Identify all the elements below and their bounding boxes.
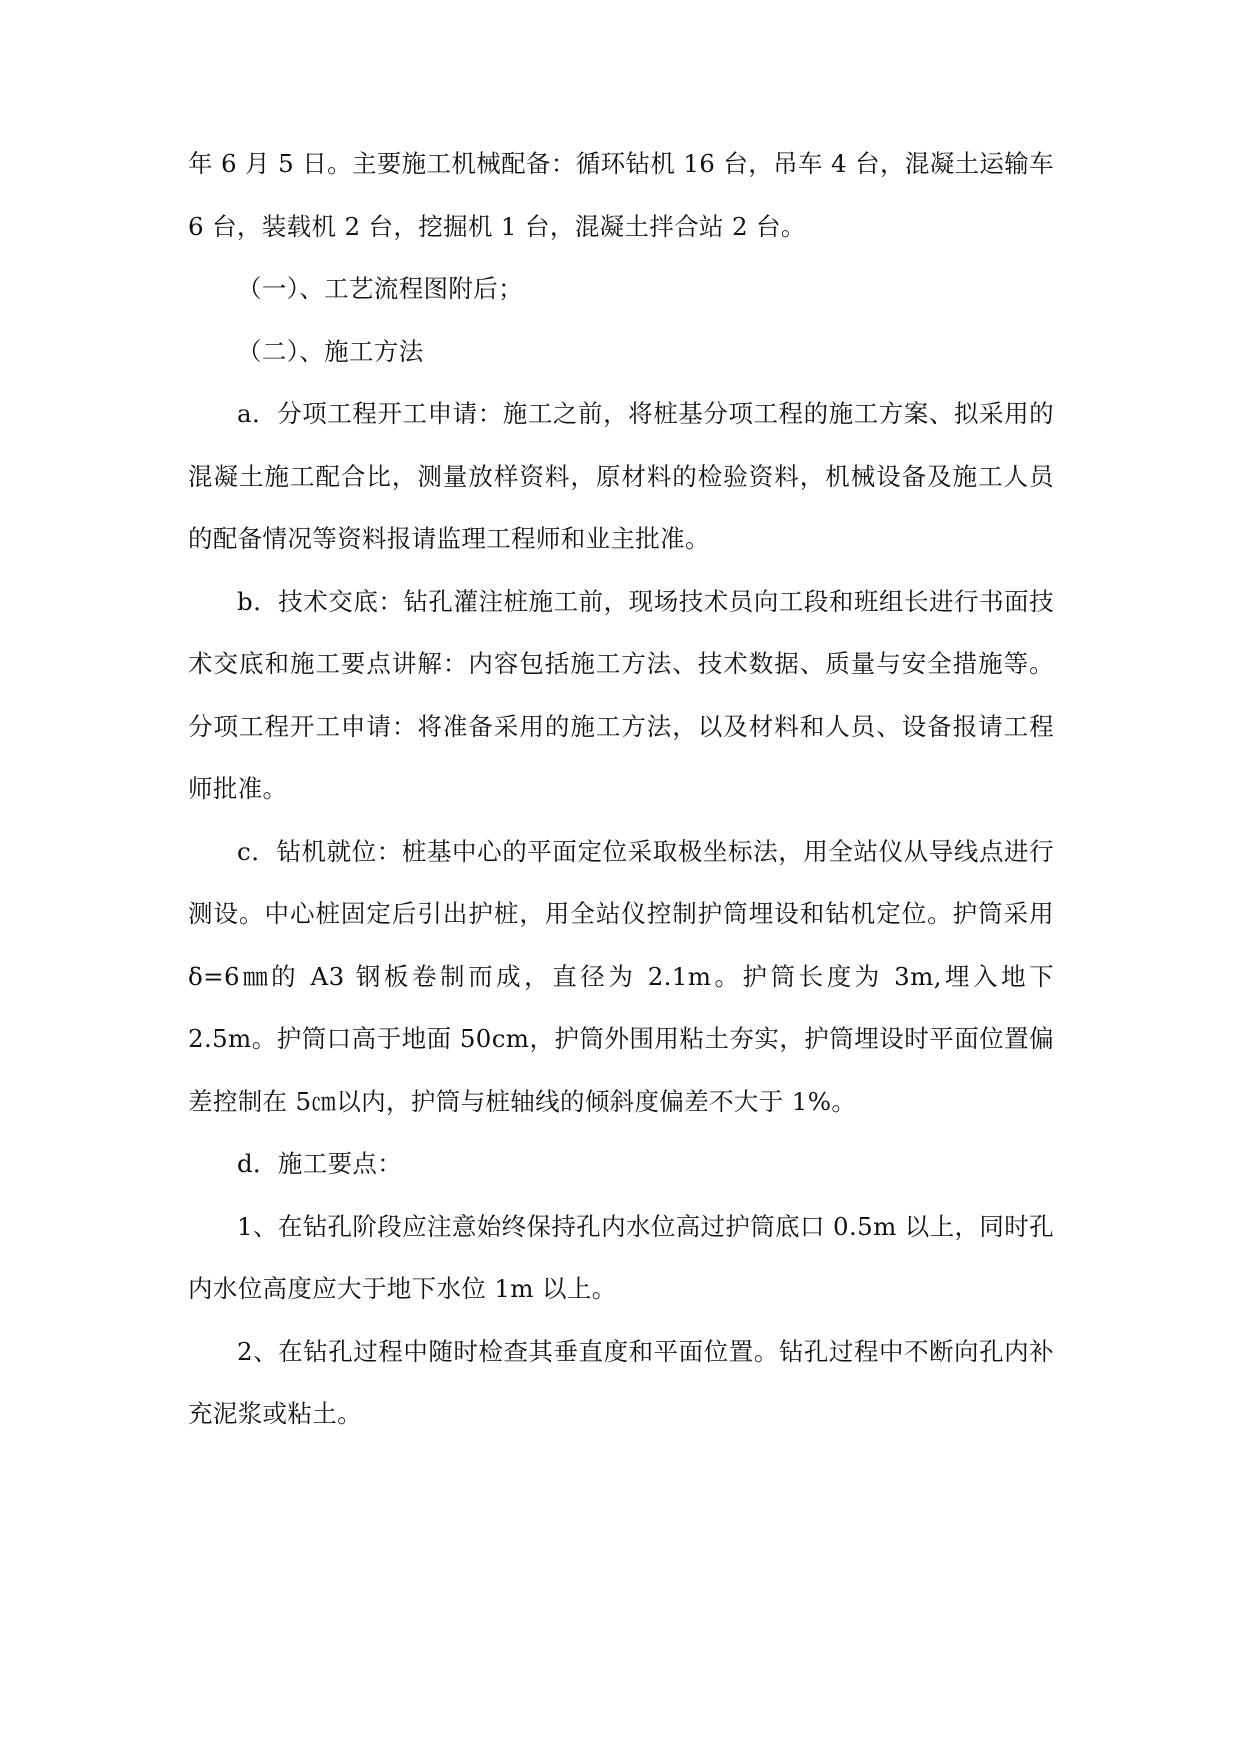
- paragraph-process-flow: （一）、工艺流程图附后；: [237, 274, 523, 303]
- paragraph-point-2: 2、在钻孔过程中随时检查其垂直度和平面位置。钻孔过程中不断向孔内补充泥浆或粘土。: [188, 1336, 1054, 1428]
- paragraph-item-c: c．钻机就位：桩基中心的平面定位采取极坐标法，用全站仪从导线点进行测设。中心桩固定后引出护桩，用全站仪控制护筒埋设和钻机定位。护筒采用δ=6㎜的 A3 钢板卷制而成，直径为 2.1m。护筒长度为 3m,埋入地下 2.5m。护筒口高于地面 50cm，护筒外围用粘土夯实，护筒埋设时平面位置偏差控制在 5㎝以内，护筒与桩轴线的倾斜度偏差不大于 1%。: [188, 836, 1054, 1116]
- paragraph-construction-method-heading: （二）、施工方法: [237, 336, 424, 366]
- paragraph-point-1: 1、在钻孔阶段应注意始终保持孔内水位高过护筒底口 0.5m 以上，同时孔内水位高度应大于地下水位 1m 以上。: [188, 1211, 1054, 1303]
- paragraph-equipment: 年 6 月 5 日。主要施工机械配备：循环钻机 16 台，吊车 4 台，混凝土运输车 6 台，装载机 2 台，挖掘机 1 台，混凝土拌合站 2 台。: [188, 149, 1054, 241]
- document-body: [188, 133, 1054, 1446]
- paragraph-item-d-heading: d．施工要点：: [237, 1149, 403, 1178]
- paragraph-item-b: b．技术交底：钻孔灌注桩施工前，现场技术员向工段和班组长进行书面技术交底和施工要点讲解：内容包括施工方法、技术数据、质量与安全措施等。分项工程开工申请：将准备采用的施工方法，以及材料和人员、设备报请工程师批准。: [188, 586, 1054, 803]
- paragraph-item-a: a．分项工程开工申请：施工之前，将桩基分项工程的施工方案、拟采用的混凝土施工配合比，测量放样资料，原材料的检验资料，机械设备及施工人员的配备情况等资料报请监理工程师和业主批准。: [188, 399, 1054, 553]
